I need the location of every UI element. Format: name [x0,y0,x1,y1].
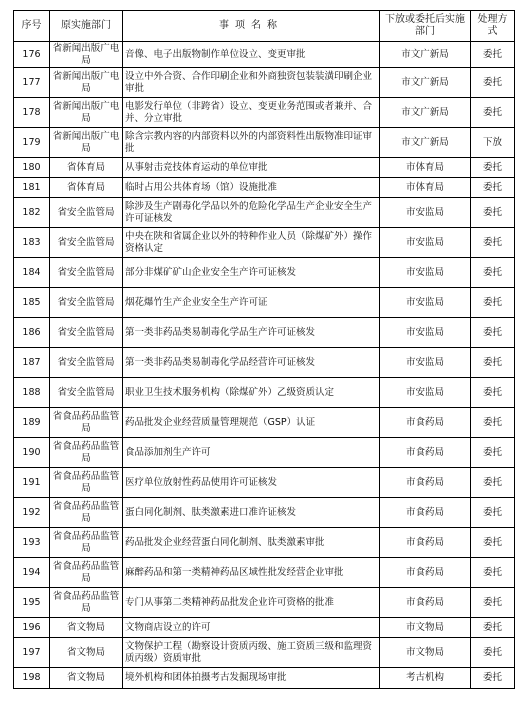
cell-dept-text: 省食品药品监管局 [52,470,120,494]
cell-to [380,408,471,438]
cell-no-text: 185 [22,296,41,308]
cell-dept-text: 省食品药品监管局 [52,590,120,614]
cell-mode-text: 委托 [482,236,502,248]
cell-item [123,288,380,318]
cell-dept [50,68,123,98]
cell-no [14,98,50,128]
cell-mode-text: 委托 [482,106,502,118]
cell-no [14,198,50,228]
cell-dept-text: 省新闻出版广电局 [52,42,120,66]
cell-mode [471,42,515,68]
cell-item-text: 部分非煤矿矿山企业安全生产许可证核发 [125,266,297,278]
cell-no-text: 195 [22,596,41,608]
cell-item-text: 文物保护工程（勘察设计资质丙级、施工资质三级和监理资质丙级）资质审批 [125,640,373,664]
items-table [13,10,515,689]
cell-no [14,318,50,348]
cell-to [380,468,471,498]
cell-item-text: 境外机构和团体拍摄考古发掘现场审批 [125,672,287,683]
cell-dept [50,558,123,588]
cell-item-text: 音像、电子出版物制作单位设立、变更审批 [125,48,306,60]
cell-dept-text: 省食品药品监管局 [52,410,120,434]
cell-item [123,618,380,638]
cell-to-text: 市食药局 [405,596,444,608]
cell-item-text: 第一类非药品类易制毒化学品生产许可证核发 [125,326,316,338]
cell-item-text: 电影发行单位（非跨省）设立、变更业务范围或者兼并、合并、分立审批 [125,100,373,124]
cell-no [14,128,50,158]
cell-to [380,42,471,68]
cell-dept [50,618,123,638]
cell-to [380,638,471,668]
cell-mode-text: 委托 [482,446,502,458]
cell-item [123,498,380,528]
cell-dept [50,258,123,288]
cell-dept-text: 省安全监管局 [57,236,115,248]
cell-item [123,98,380,128]
document-page [13,10,515,689]
cell-mode [471,288,515,318]
cell-mode [471,198,515,228]
cell-no-text: 182 [22,206,41,218]
cell-to-text: 市体育局 [405,181,444,193]
cell-mode-text: 委托 [482,506,502,518]
cell-to [380,438,471,468]
cell-to [380,128,471,158]
table-row [14,42,515,68]
cell-no [14,408,50,438]
cell-dept-text: 省文物局 [66,646,105,658]
cell-dept [50,588,123,618]
cell-mode [471,668,515,689]
cell-to [380,498,471,528]
cell-no-text: 183 [22,236,41,248]
cell-no-text: 189 [22,416,41,428]
cell-mode-text: 委托 [482,646,502,658]
cell-mode [471,178,515,198]
cell-dept [50,98,123,128]
cell-no [14,618,50,638]
cell-to-text: 市文广新局 [401,106,449,118]
table-row [14,668,515,689]
cell-dept-text: 省文物局 [66,672,105,683]
header-mode: 处理方式 [471,11,515,42]
cell-item-text: 职业卫生技术服务机构（除煤矿外）乙级资质认定 [125,386,335,398]
cell-no [14,178,50,198]
cell-mode [471,68,515,98]
cell-no-text: 176 [22,48,41,60]
cell-dept [50,158,123,178]
cell-item [123,468,380,498]
cell-dept-text: 省新闻出版广电局 [52,70,120,94]
cell-item [123,68,380,98]
cell-no [14,348,50,378]
cell-to-text: 市安监局 [405,206,444,218]
cell-item-text: 文物商店设立的许可 [125,621,211,633]
table-row [14,408,515,438]
cell-mode [471,228,515,258]
cell-dept [50,498,123,528]
cell-to [380,378,471,408]
cell-dept-text: 省安全监管局 [57,206,115,218]
table-row [14,378,515,408]
cell-no-text: 180 [22,161,41,173]
cell-item [123,128,380,158]
cell-no [14,228,50,258]
cell-item-text: 食品添加剂生产许可 [125,446,211,458]
table-row [14,558,515,588]
cell-to-text: 市食药局 [405,506,444,518]
cell-to-text: 市食药局 [405,476,444,488]
table-row [14,98,515,128]
cell-mode [471,588,515,618]
cell-no [14,158,50,178]
table-row [14,588,515,618]
cell-no-text: 181 [22,181,41,193]
cell-to [380,558,471,588]
cell-dept-text: 省体育局 [66,161,105,173]
cell-item [123,558,380,588]
cell-no-text: 190 [22,446,41,458]
cell-dept [50,668,123,689]
table-row [14,638,515,668]
cell-dept-text: 省安全监管局 [57,326,115,338]
table-row [14,178,515,198]
table-body [14,42,515,689]
cell-mode [471,498,515,528]
cell-dept [50,42,123,68]
cell-item [123,668,380,689]
cell-item-text: 除含宗教内容的内部资料以外的内部资料性出版物准印证审批 [125,130,373,154]
cell-item [123,378,380,408]
cell-mode-text: 委托 [482,356,502,368]
header-row [14,11,515,42]
cell-to [380,228,471,258]
cell-to [380,528,471,558]
cell-dept [50,178,123,198]
cell-mode [471,128,515,158]
cell-no-text: 177 [22,76,41,88]
cell-item [123,178,380,198]
table-row [14,228,515,258]
cell-to-text: 市安监局 [405,266,444,278]
cell-dept-text: 省安全监管局 [57,386,115,398]
cell-mode [471,408,515,438]
table-row [14,348,515,378]
cell-dept-text: 省新闻出版广电局 [52,100,120,124]
cell-item-text: 蛋白同化制剂、肽类激素进口准许证核发 [125,506,297,518]
cell-mode [471,558,515,588]
cell-no [14,258,50,288]
cell-no-text: 197 [22,646,41,658]
cell-to-text: 市安监局 [405,386,444,398]
cell-mode [471,468,515,498]
cell-dept-text: 省体育局 [66,181,105,193]
cell-mode-text: 委托 [482,206,502,218]
cell-to-text: 市文广新局 [401,48,449,60]
cell-mode [471,638,515,668]
cell-no [14,438,50,468]
cell-to [380,618,471,638]
cell-mode [471,348,515,378]
cell-mode-text: 委托 [482,672,502,683]
cell-to [380,288,471,318]
cell-mode-text: 委托 [482,296,502,308]
table-row [14,468,515,498]
cell-item-text: 临时占用公共体育场（馆）设施批准 [125,181,278,193]
cell-dept-text: 省安全监管局 [57,356,115,368]
cell-mode-text: 委托 [482,596,502,608]
cell-dept [50,198,123,228]
cell-to-text: 市体育局 [405,161,444,173]
cell-mode-text: 委托 [482,266,502,278]
table-row [14,528,515,558]
cell-item-text: 设立中外合资、合作印刷企业和外商独资包装装潢印刷企业审批 [125,70,373,94]
cell-no-text: 179 [22,136,41,148]
table-row [14,258,515,288]
table-row [14,498,515,528]
cell-to-text: 市食药局 [405,536,444,548]
cell-mode-text: 委托 [482,621,502,633]
cell-to [380,198,471,228]
cell-dept [50,468,123,498]
cell-dept [50,288,123,318]
cell-item-text: 专门从事第二类精神药品批发企业许可资格的批准 [125,596,335,608]
cell-mode [471,438,515,468]
cell-no [14,558,50,588]
cell-to-text: 市安监局 [405,296,444,308]
cell-item [123,638,380,668]
header-item: 事项名称 [123,11,380,42]
cell-item [123,408,380,438]
cell-item-text: 烟花爆竹生产企业安全生产许可证 [125,296,268,308]
cell-to [380,318,471,348]
cell-to-text: 市文广新局 [401,136,449,148]
cell-to [380,158,471,178]
cell-mode [471,378,515,408]
header-to: 下放或委托后实施部门 [380,11,471,42]
header-no: 序号 [14,11,50,42]
cell-item [123,588,380,618]
cell-mode [471,158,515,178]
cell-mode-text: 委托 [482,48,502,60]
cell-item-text: 药品批发企业经营蛋白同化制剂、肽类激素审批 [125,536,325,548]
cell-to-text: 市食药局 [405,566,444,578]
cell-mode-text: 委托 [482,386,502,398]
cell-to-text: 市文物局 [405,646,444,658]
cell-dept-text: 省文物局 [66,621,105,633]
cell-no-text: 191 [22,476,41,488]
table-row [14,288,515,318]
cell-dept-text: 省食品药品监管局 [52,530,120,554]
cell-mode [471,528,515,558]
cell-mode-text: 下放 [482,136,502,148]
cell-no [14,288,50,318]
table-row [14,68,515,98]
cell-item-text: 中央在陕和省属企业以外的特种作业人员（除煤矿外）操作资格认定 [125,230,373,254]
cell-mode-text: 委托 [482,536,502,548]
cell-dept-text: 省食品药品监管局 [52,560,120,584]
cell-no [14,468,50,498]
cell-item-text: 医疗单位放射性药品使用许可证核发 [125,476,278,488]
cell-to-text: 考古机构 [405,672,444,683]
cell-no [14,378,50,408]
cell-to-text: 市食药局 [405,416,444,428]
cell-item-text: 麻醉药品和第一类精神药品区域性批发经营企业审批 [125,566,344,578]
cell-mode-text: 委托 [482,161,502,173]
cell-item [123,42,380,68]
cell-no [14,588,50,618]
cell-to [380,98,471,128]
cell-no [14,638,50,668]
cell-no-text: 188 [22,386,41,398]
cell-no-text: 198 [22,672,41,683]
cell-item [123,528,380,558]
cell-no-text: 194 [22,566,41,578]
cell-dept [50,528,123,558]
cell-dept [50,378,123,408]
cell-mode-text: 委托 [482,416,502,428]
cell-no [14,498,50,528]
cell-no [14,68,50,98]
cell-to-text: 市文广新局 [401,76,449,88]
cell-dept-text: 省食品药品监管局 [52,500,120,524]
cell-to-text: 市安监局 [405,236,444,248]
cell-mode-text: 委托 [482,326,502,338]
cell-dept [50,438,123,468]
cell-dept [50,228,123,258]
cell-no-text: 196 [22,621,41,633]
cell-mode [471,318,515,348]
table-row [14,618,515,638]
cell-item [123,228,380,258]
cell-dept-text: 省新闻出版广电局 [52,130,120,154]
cell-mode-text: 委托 [482,76,502,88]
cell-to-text: 市文物局 [405,621,444,633]
cell-item [123,258,380,288]
cell-no [14,42,50,68]
table-row [14,128,515,158]
cell-mode [471,618,515,638]
cell-no-text: 193 [22,536,41,548]
cell-dept [50,128,123,158]
cell-to [380,588,471,618]
cell-no [14,528,50,558]
cell-item-text: 药品批发企业经营质量管理规范（GSP）认证 [125,416,316,428]
cell-to [380,668,471,689]
cell-mode [471,258,515,288]
cell-item-text: 第一类非药品类易制毒化学品经营许可证核发 [125,356,316,368]
table-row [14,158,515,178]
cell-no-text: 187 [22,356,41,368]
cell-dept [50,348,123,378]
cell-no [14,668,50,689]
cell-no-text: 184 [22,266,41,278]
cell-dept [50,318,123,348]
cell-to [380,348,471,378]
header-dept: 原实施部门 [50,11,123,42]
cell-dept [50,638,123,668]
cell-to [380,178,471,198]
cell-dept-text: 省安全监管局 [57,266,115,278]
cell-mode [471,98,515,128]
cell-item [123,198,380,228]
cell-item-text: 除涉及生产剧毒化学品以外的危险化学品生产企业安全生产许可证核发 [125,200,373,224]
cell-to [380,258,471,288]
cell-item [123,348,380,378]
table-row [14,318,515,348]
cell-dept-text: 省安全监管局 [57,296,115,308]
cell-to-text: 市安监局 [405,356,444,368]
cell-no-text: 192 [22,506,41,518]
cell-mode-text: 委托 [482,566,502,578]
cell-item [123,438,380,468]
cell-mode-text: 委托 [482,181,502,193]
table-row [14,438,515,468]
cell-to [380,68,471,98]
cell-no-text: 186 [22,326,41,338]
cell-to-text: 市食药局 [405,446,444,458]
cell-dept-text: 省食品药品监管局 [52,440,120,464]
cell-mode-text: 委托 [482,476,502,488]
cell-item-text: 从事射击竞技体育运动的单位审批 [125,161,268,173]
table-row [14,198,515,228]
cell-to-text: 市安监局 [405,326,444,338]
cell-item [123,158,380,178]
cell-dept [50,408,123,438]
cell-item [123,318,380,348]
cell-no-text: 178 [22,106,41,118]
